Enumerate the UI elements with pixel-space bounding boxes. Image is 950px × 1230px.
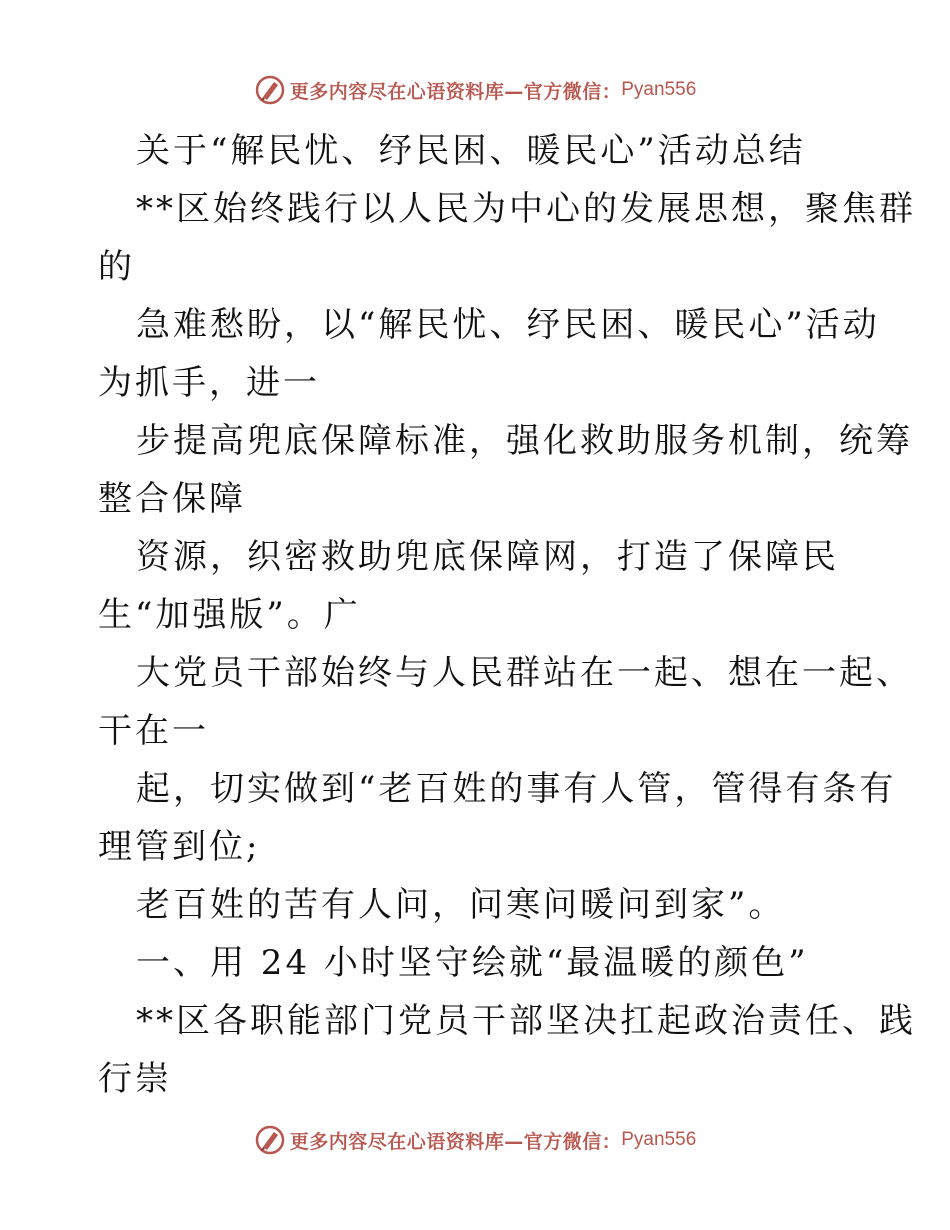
text-line: 行崇 xyxy=(98,1059,172,1099)
document-body xyxy=(98,122,916,1108)
watermark-banner-top xyxy=(0,70,950,110)
text-line: **区始终践行以人民为中心的发展思想，聚焦群 xyxy=(136,189,916,229)
text-line: **区各职能部门党员干部坚决扛起政治责任、践 xyxy=(136,1001,916,1041)
watermark-text: 更多内容尽在心语资料库—官方微信： xyxy=(289,1130,622,1153)
text-line: 资源，织密救助兜底保障网，打造了保障民 xyxy=(136,537,839,577)
text-line: 理管到位; xyxy=(98,827,261,867)
text-line: 整合保障 xyxy=(98,479,246,519)
text-line: 的 xyxy=(98,247,135,287)
text-line: 步提高兜底保障标准，强化救助服务机制，统筹 xyxy=(136,421,913,461)
pen-logo-icon xyxy=(254,74,286,106)
text-line: 关于“解民忧、纾民困、暖民心”活动总结 xyxy=(136,131,806,171)
text-line: 大党员干部始终与人民群站在一起、想在一起、 xyxy=(136,653,913,693)
text-line: 起，切实做到“老百姓的事有人管，管得有条有 xyxy=(136,769,897,809)
text-line: 生“加强版”。广 xyxy=(98,595,361,635)
watermark-wechat: Pyan556 xyxy=(621,1129,697,1150)
text-line: 干在一 xyxy=(98,711,209,751)
watermark-banner-bottom xyxy=(0,1120,950,1160)
watermark-text: 更多内容尽在心语资料库—官方微信： xyxy=(289,80,622,103)
pen-logo-icon xyxy=(254,1124,286,1156)
watermark-wechat: Pyan556 xyxy=(621,79,697,100)
text-line: 急难愁盼，以“解民忧、纾民困、暖民心”活动 xyxy=(136,305,880,345)
text-line: 为抓手，进一 xyxy=(98,363,320,403)
text-line: 一、用 24 小时坚守绘就“最温暖的颜色” xyxy=(136,943,809,983)
text-line: 老百姓的苦有人问，问寒问暖问到家”。 xyxy=(136,885,786,925)
